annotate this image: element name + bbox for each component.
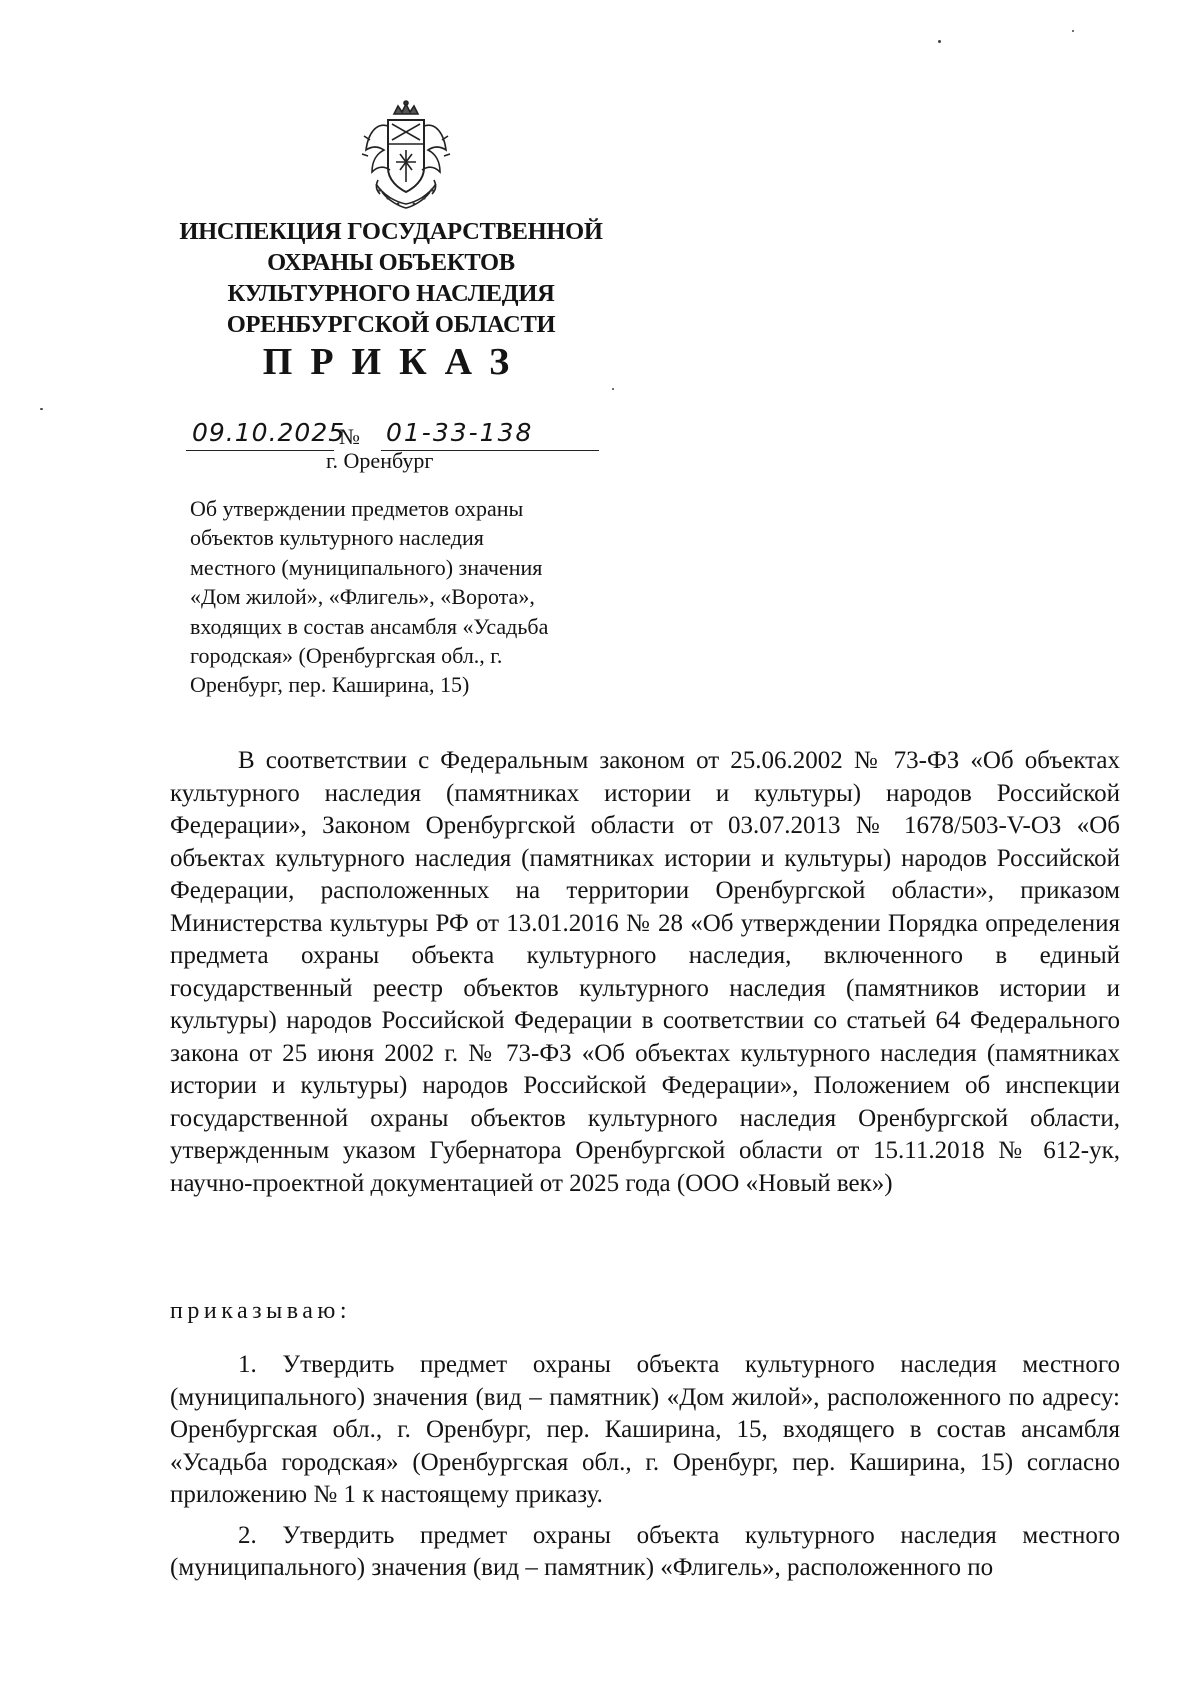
subject-line: городская» (Оренбургская обл., г. — [190, 643, 503, 669]
order-subject — [190, 494, 610, 700]
organization-name — [170, 216, 612, 340]
subject-line: объектов культурного наследия — [190, 525, 484, 551]
subject-line: местного (муниципального) значения — [190, 554, 543, 580]
number-sign: № — [339, 424, 360, 449]
document-type-title: ПРИКАЗ — [262, 341, 528, 383]
preamble-paragraph: В соответствии с Федеральным законом от 25.06.2002 № 73-ФЗ «Об объектах культурного наследия (памятниках истории и культуры) народов Российской Федерации», Законом Оренбургской области от 03.07.2013 № 1678/503-V-ОЗ «Об объектах культурного наследия (памятниках истории и культуры) народов Российской Федерации, расположенных на территории Оренбургской области», приказом Министерства культуры РФ от 13.01.2016 № 28 «Об утверждении Порядка определения предмета охраны объекта культурного наследия, включенного в единый государственный реестр объектов культурного наследия (памятников истории и культуры) народов Российской Федерации в соответствии со статьей 64 Федерального закона от 25 июня 2002 г. № 73-ФЗ «Об объектах культурного наследия (памятниках истории и культуры) народов Российской Федерации», Положением об инспекции государственной охраны объектов культурного наследия Оренбургской области, утвержденным указом Губернатора Оренбургской области от 15.11.2018 № 612-ук, научно-проектной документацией от 2025 года (ООО «Новый век») — [170, 747, 1120, 1197]
coat-of-arms-icon — [358, 100, 454, 212]
org-line: КУЛЬТУРНОГО НАСЛЕДИЯ — [227, 280, 555, 307]
order-number: 01-33-138 — [386, 418, 534, 447]
date-underline — [186, 450, 334, 451]
order-item: 2. Утвердить предмет охраны объекта культурного наследия местного (муниципального) значения (вид – памятник) «Флигель», расположенного по — [170, 1521, 1120, 1581]
order-word: приказываю: — [170, 1298, 352, 1324]
subject-line: «Дом жилой», «Флигель», «Ворота», — [190, 584, 535, 610]
org-line: ОРЕНБУРГСКОЙ ОБЛАСТИ — [226, 311, 556, 338]
scan-speck — [612, 388, 614, 390]
city-label: г. Оренбург — [326, 448, 434, 473]
org-line: ОХРАНЫ ОБЪЕКТОВ — [267, 249, 515, 276]
scan-speck — [938, 40, 941, 43]
order-item: 1. Утвердить предмет охраны объекта культурного наследия местного (муниципального) значения (вид – памятник) «Дом жилой», расположенного по адресу: Оренбургская обл., г. Оренбург, пер. Каширина, 15, входящего в состав ансамбля «Усадьба городская» (Оренбургская обл., г. Оренбург, пер. Каширина, 15) согласно приложению № 1 к настоящему приказу. — [170, 1351, 1120, 1508]
order-date: 09.10.2025 — [192, 418, 346, 447]
subject-line: Оренбург, пер. Каширина, 15) — [190, 672, 470, 698]
subject-line: входящих в состав ансамбля «Усадьба — [190, 613, 549, 639]
scan-speck — [1072, 30, 1074, 32]
scan-speck — [40, 408, 43, 410]
order-items — [170, 1349, 1120, 1593]
subject-line: Об утверждении предметов охраны — [190, 496, 524, 521]
org-line: ИНСПЕКЦИЯ ГОСУДАРСТВЕННОЙ — [179, 218, 603, 245]
date-number-line — [186, 418, 598, 452]
